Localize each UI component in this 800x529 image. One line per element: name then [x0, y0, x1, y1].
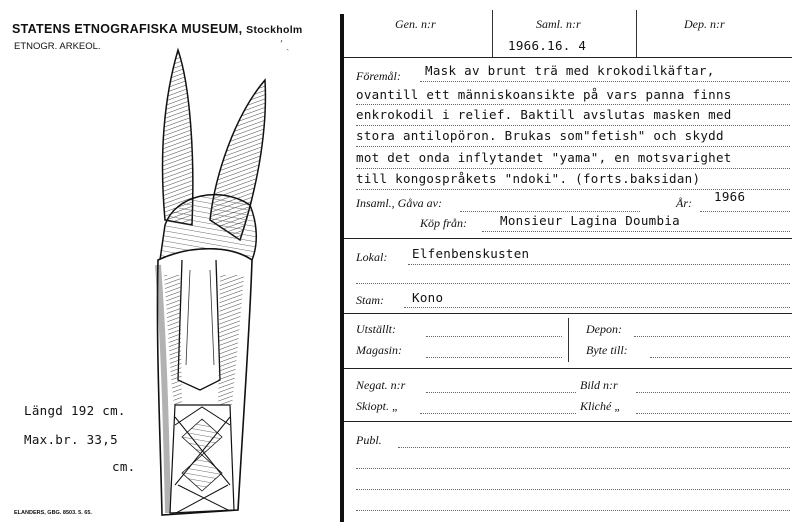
- dotted-line: [700, 211, 790, 212]
- card-divider: [340, 14, 344, 522]
- section-rule: [344, 421, 792, 422]
- byte-till-label: Byte till:: [586, 343, 628, 357]
- saml-nr-label: Saml. n:r: [536, 17, 581, 31]
- printer-imprint: ELANDERS, GBG. 8503. 5. 65.: [14, 510, 92, 516]
- description-line-1: Mask av brunt trä med krokodilkäftar,: [425, 63, 715, 78]
- museum-title: STATENS ETNOGRAFISKA MUSEUM,: [12, 22, 243, 36]
- dotted-line: [420, 413, 576, 414]
- dotted-line: [398, 447, 790, 448]
- skiopt-label: Skiopt. „: [356, 399, 399, 413]
- description-line-2: ovantill ett människoansikte på vars panna finns: [356, 87, 732, 102]
- mask-drawing: [120, 45, 280, 520]
- length-measure: Längd 192 cm.: [24, 403, 126, 418]
- dotted-line: [356, 125, 790, 126]
- ar-value: 1966: [714, 189, 746, 204]
- section-rule: [344, 238, 792, 239]
- insaml-label: Insaml., Gåva av:: [356, 196, 442, 210]
- dotted-line: [650, 357, 790, 358]
- dotted-line: [636, 413, 790, 414]
- museum-name: [12, 22, 303, 36]
- dotted-line: [356, 104, 790, 105]
- gen-nr-label: Gen. n:r: [395, 17, 436, 31]
- ar-label: År:: [676, 196, 692, 210]
- dotted-line: [420, 81, 790, 82]
- pencil-mark: ʹ ˏ: [280, 40, 290, 51]
- dotted-line: [356, 510, 790, 511]
- dotted-line: [356, 468, 790, 469]
- bild-nr-label: Bild n:r: [580, 378, 618, 392]
- dotted-line: [356, 146, 790, 147]
- dep-nr-label: Dep. n:r: [684, 17, 725, 31]
- dotted-line: [426, 357, 562, 358]
- lokal-label: Lokal:: [356, 250, 388, 264]
- department-label: ETNOGR. ARKEOL.: [14, 41, 101, 52]
- negat-nr-label: Negat. n:r: [356, 378, 406, 392]
- foremal-label: Föremål:: [356, 69, 401, 83]
- section-rule: [344, 368, 792, 369]
- max-width-unit: cm.: [112, 459, 136, 474]
- dotted-line: [356, 489, 790, 490]
- description-line-6: till kongospråkets "ndoki". (forts.baksidan): [356, 171, 701, 186]
- description-line-3: enkrokodil i relief. Baktill avslutas masken med: [356, 107, 732, 122]
- dotted-line: [634, 336, 790, 337]
- dotted-line: [426, 392, 576, 393]
- section-rule: [344, 313, 792, 314]
- dotted-line: [460, 211, 640, 212]
- utstallt-label: Utställt:: [356, 322, 397, 336]
- dotted-line: [356, 168, 790, 169]
- dotted-line: [482, 231, 790, 232]
- dotted-line: [426, 336, 562, 337]
- description-line-4: stora antilopöron. Brukas som"fetish" och skydd: [356, 128, 724, 143]
- saml-nr-value: 1966.16. 4: [508, 38, 587, 53]
- dotted-line: [636, 392, 790, 393]
- kop-fran-label: Köp från:: [420, 216, 468, 230]
- header-divider-1: [492, 10, 493, 58]
- stam-label: Stam:: [356, 293, 384, 307]
- kliche-label: Kliché „: [580, 399, 621, 413]
- dotted-line: [408, 264, 790, 265]
- dotted-line: [404, 307, 790, 308]
- header-divider-2: [636, 10, 637, 58]
- dotted-line: [356, 283, 790, 284]
- description-line-5: mot det onda inflytandet "yama", en motsvarighet: [356, 150, 732, 165]
- section-divider: [568, 318, 569, 362]
- magasin-label: Magasin:: [356, 343, 402, 357]
- lokal-value: Elfenbenskusten: [412, 246, 530, 261]
- max-width-measure: Max.br. 33,5: [24, 432, 118, 447]
- header-rule: [344, 57, 792, 58]
- museum-city: Stockholm: [246, 24, 303, 36]
- publ-label: Publ.: [356, 433, 382, 447]
- depon-label: Depon:: [586, 322, 622, 336]
- kop-fran-value: Monsieur Lagina Doumbia: [500, 213, 680, 228]
- stam-value: Kono: [412, 290, 444, 305]
